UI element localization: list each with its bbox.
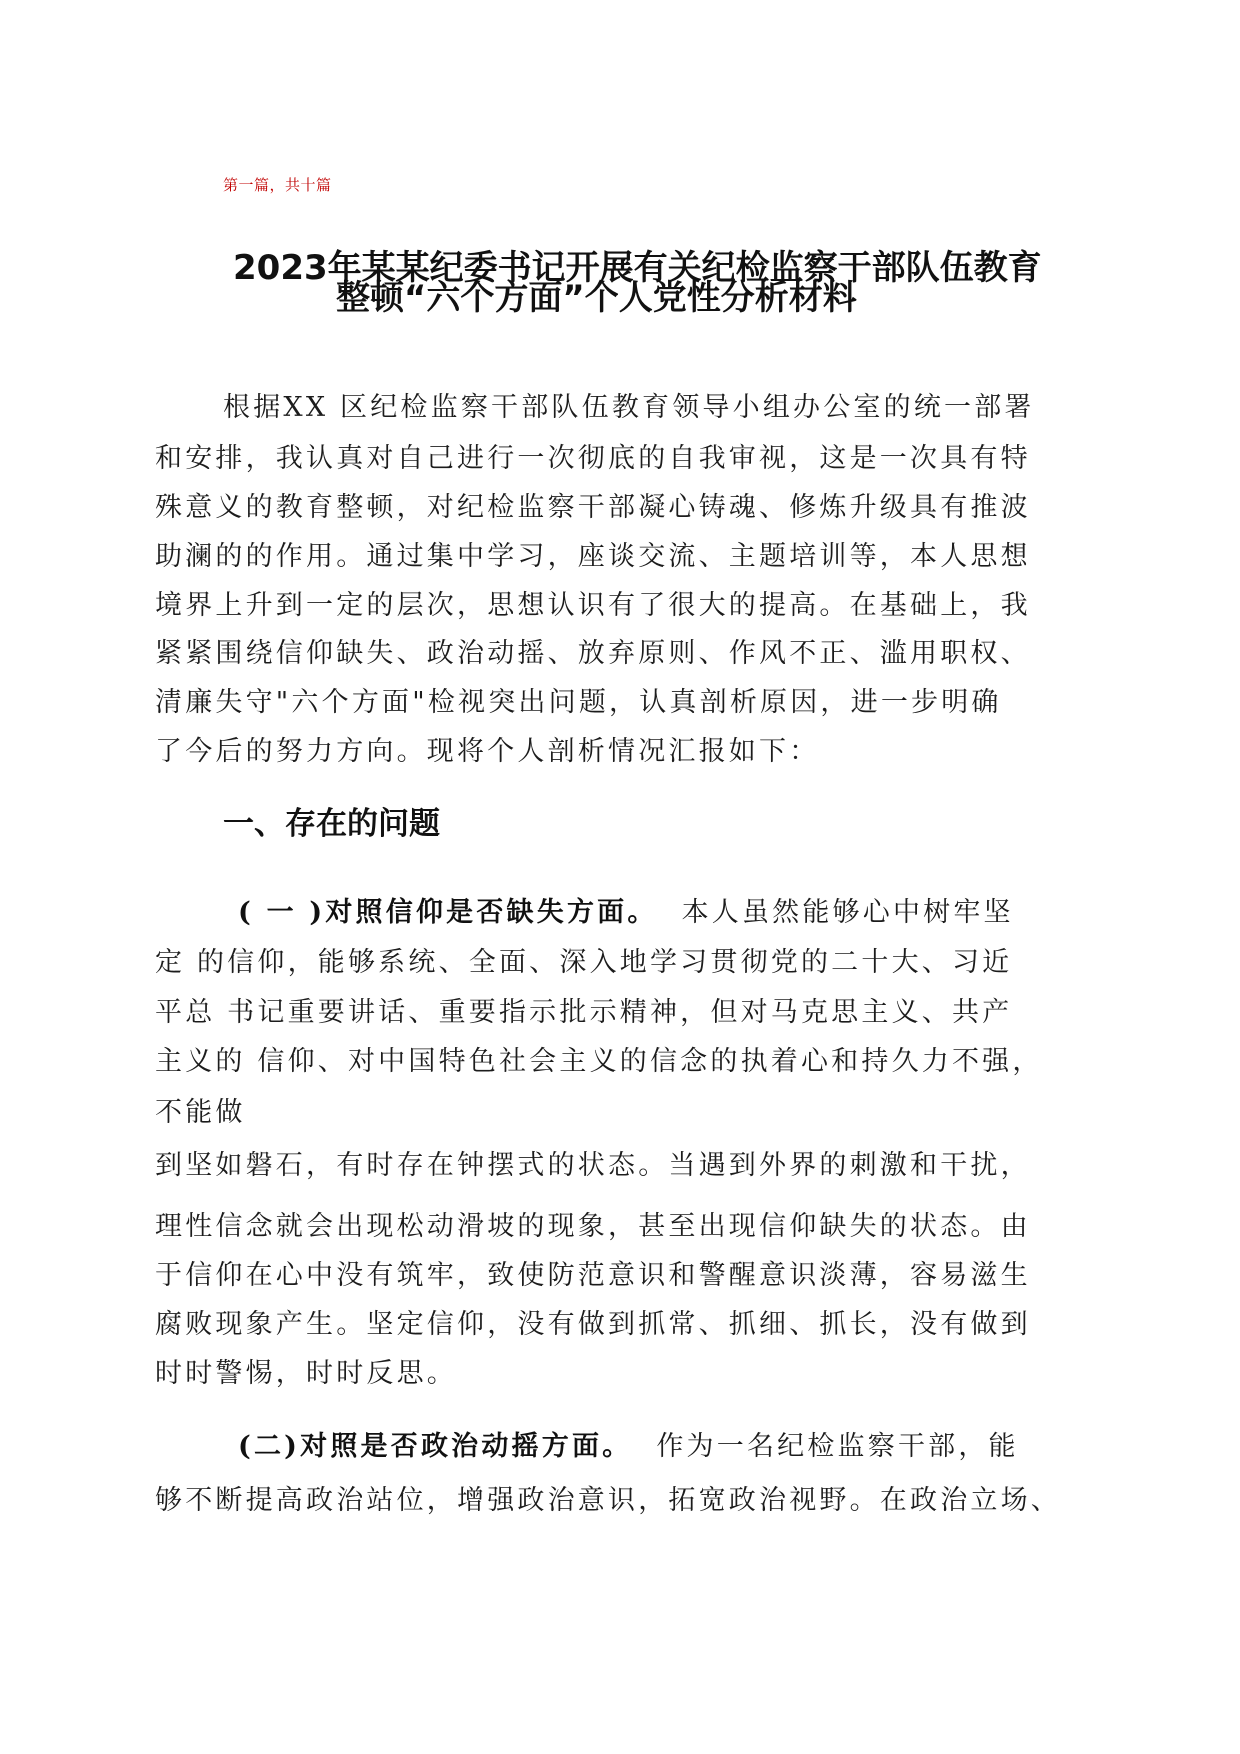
body-line: 腐败现象产生。坚定信仰，没有做到抓常、抓细、抓长，没有做到 [155,1309,1031,1340]
intro-line: 殊意义的教育整顿，对纪检监察干部凝心铸魂、修炼升级具有推波 [155,492,1031,523]
intro-line: 清廉失守"六个方面"检视突出问题，认真剖析原因，进一步明确 [155,687,1002,718]
body-line: 于信仰在心中没有筑牢，致使防范意识和警醒意识淡薄，容易滋生 [155,1260,1031,1291]
subsection-2-text: 作为一名纪检监察干部，能 [656,1431,1019,1462]
body-line: 到坚如磐石，有时存在钟摆式的状态。当遇到外界的刺激和干扰， [155,1150,1031,1181]
header-note: 第一篇，共十篇 [223,176,332,194]
subsection-1-first-line [238,890,1014,929]
intro-line: 了今后的努力方向。现将个人剖析情况汇报如下： [155,736,820,767]
subsection-1-text: 本人虽然能够心中树牢坚 [681,897,1014,928]
intro-line: 境界上升到一定的层次，思想认识有了很大的提高。在基础上，我 [155,590,1031,621]
intro-line: 和安排，我认真对自己进行一次彻底的自我审视，这是一次具有特 [155,443,1031,474]
body-line: 主义的 信仰、对中国特色社会主义的信念的执着心和持久力不强， [155,1046,1043,1077]
body-line: 不能做 [155,1097,246,1128]
intro-line: 根据XX 区纪检监察干部队伍教育领导小组办公室的统一部署 [223,392,1035,423]
subsection-1-heading: ( 一 )对照信仰是否缺失方面。 [238,897,658,928]
body-line: 定 的信仰，能够系统、全面、深入地学习贯彻党的二十大、习近 [155,947,1013,978]
body-line: 够不断提高政治站位，增强政治意识，拓宽政治视野。在政治立场、 [155,1485,1061,1516]
intro-line: 助澜的的作用。通过集中学习，座谈交流、主题培训等，本人思想 [155,541,1031,572]
body-line: 理性信念就会出现松动滑坡的现象，甚至出现信仰缺失的状态。由 [155,1211,1031,1242]
section-heading: 一、存在的问题 [223,806,440,842]
document-title-line-1: 2023年某某纪委书记开展有关纪检监察干部队伍教育 [233,248,1042,288]
body-line: 时时警惕，时时反思。 [155,1358,457,1389]
subsection-2-heading: (二)对照是否政治动摇方面。 [238,1431,633,1462]
document-title-line-2: 整顿“六个方面”个人党性分析材料 [336,278,857,318]
subsection-2-first-line [238,1424,1019,1463]
body-line: 平总 书记重要讲话、重要指示批示精神，但对马克思主义、共产 [155,997,1013,1028]
intro-line: 紧紧围绕信仰缺失、政治动摇、放弃原则、作风不正、滥用职权、 [155,638,1031,669]
